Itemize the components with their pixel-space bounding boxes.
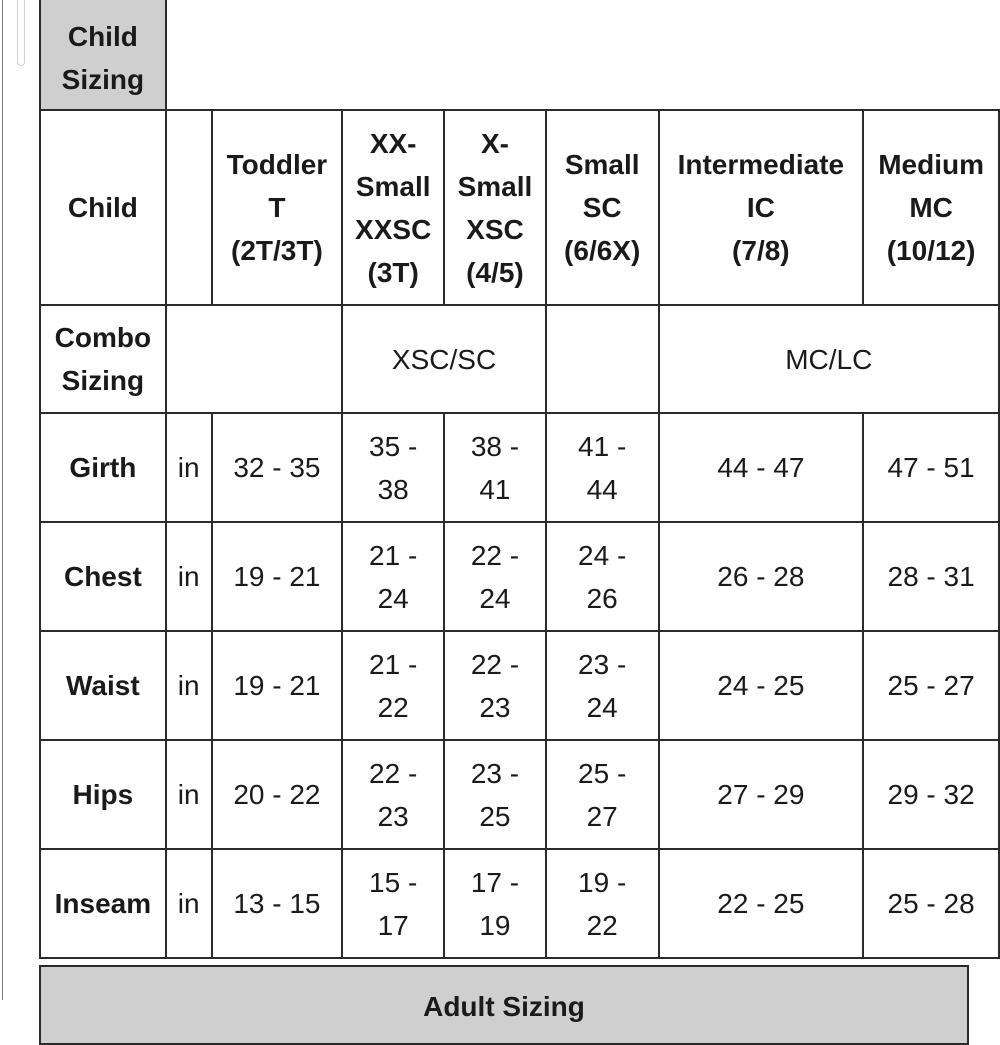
column-header-text: XX- Small XXSC (3T): [355, 127, 432, 288]
combo-group-text: XSC/SC: [391, 343, 497, 375]
cell-value: 44 - 47: [717, 452, 805, 483]
cell-value: 17 - 19: [470, 866, 520, 941]
column-header-text: Intermediate IC (7/8): [677, 149, 845, 266]
table-cell: [342, 631, 444, 740]
table-cell: [212, 413, 343, 522]
row-label: Hips: [72, 779, 134, 810]
column-header-xx-small: [342, 110, 444, 305]
table-cell: [659, 849, 864, 958]
cell-value: 20 - 22: [233, 779, 321, 810]
row-label-chest: [40, 522, 166, 631]
cell-value: 47 - 51: [887, 452, 975, 483]
cell-value: 26 - 28: [717, 561, 805, 592]
row-label-inseam: [40, 849, 166, 958]
adult-sizing-title: Adult Sizing: [423, 991, 585, 1022]
combo-group-mc-lc: [659, 305, 999, 413]
table-cell: [546, 740, 659, 849]
table-cell: [444, 631, 546, 740]
unit-text: in: [177, 670, 200, 701]
column-header-text: Medium MC (10/12): [878, 149, 984, 266]
table-row: [40, 849, 999, 958]
table-cell: [444, 413, 546, 522]
row-label-hips: [40, 740, 166, 849]
cell-value: 41 - 44: [578, 430, 627, 505]
table-cell: [444, 740, 546, 849]
row-label: Inseam: [54, 888, 152, 919]
table-cell: [212, 522, 343, 631]
unit-text: in: [177, 561, 200, 592]
row-label-waist: [40, 631, 166, 740]
cell-value: 25 - 28: [887, 888, 975, 919]
cell-value: 19 - 21: [233, 670, 321, 701]
column-header-text: Toddler T (2T/3T): [226, 149, 328, 266]
cell-value: 35 - 38: [369, 430, 418, 505]
cell-value: 38 - 41: [470, 430, 520, 505]
column-header-intermediate: [659, 110, 864, 305]
cell-value: 32 - 35: [233, 452, 321, 483]
cell-value: 23 - 24: [578, 648, 627, 723]
table-cell: [342, 849, 444, 958]
cell-value: 21 - 22: [369, 648, 418, 723]
cell-value: 19 - 22: [578, 866, 627, 941]
cell-value: 13 - 15: [233, 888, 321, 919]
cell-value: 29 - 32: [887, 779, 975, 810]
table-cell: [546, 849, 659, 958]
table-cell: [444, 522, 546, 631]
adult-sizing-header: [39, 965, 969, 1045]
cell-value: 23 - 25: [470, 757, 520, 832]
table-row: [40, 413, 999, 522]
table-cell: [659, 631, 864, 740]
cell-value: 25 - 27: [578, 757, 627, 832]
table-cell: [659, 413, 864, 522]
table-cell: [863, 522, 999, 631]
combo-empty-cell: [166, 305, 343, 413]
cell-value: 25 - 27: [887, 670, 975, 701]
row-unit: [166, 631, 212, 740]
table-cell: [659, 522, 864, 631]
cell-value: 28 - 31: [887, 561, 975, 592]
column-header-x-small: [444, 110, 546, 305]
header-label: Child: [67, 192, 138, 223]
table-cell: [863, 413, 999, 522]
table-cell: [546, 522, 659, 631]
row-unit: [166, 740, 212, 849]
row-unit: [166, 522, 212, 631]
combo-label: Combo Sizing: [54, 322, 152, 396]
header-row: [40, 110, 999, 305]
section-title-row: [40, 0, 999, 110]
column-header-small: [546, 110, 659, 305]
combo-group-text: MC/LC: [785, 343, 873, 375]
cell-value: 24 - 25: [717, 670, 805, 701]
table-cell: [342, 413, 444, 522]
cell-value: 21 - 24: [369, 539, 418, 614]
cell-value: 19 - 21: [233, 561, 321, 592]
section-title-cell: [40, 0, 166, 110]
table-cell: [863, 631, 999, 740]
combo-empty-small: [546, 305, 659, 413]
header-label-cell: [40, 110, 166, 305]
column-header-text: Small SC (6/6X): [564, 149, 641, 266]
combo-row: [40, 305, 999, 413]
row-unit: [166, 413, 212, 522]
table-cell: [444, 849, 546, 958]
unit-text: in: [177, 452, 200, 483]
cell-value: 22 - 23: [470, 648, 520, 723]
child-sizing-table: [39, 0, 1000, 959]
section-title: Child Sizing: [61, 21, 145, 95]
row-label: Chest: [63, 561, 142, 592]
cell-value: 24 - 26: [578, 539, 627, 614]
combo-label-cell: [40, 305, 166, 413]
row-label-girth: [40, 413, 166, 522]
table-cell: [863, 849, 999, 958]
section-title-filler: [166, 0, 999, 110]
cell-value: 27 - 29: [717, 779, 805, 810]
table-row: [40, 740, 999, 849]
cell-value: 22 - 24: [470, 539, 520, 614]
column-header-text: X- Small XSC (4/5): [457, 127, 533, 288]
unit-text: in: [177, 779, 200, 810]
column-header-toddler: [212, 110, 343, 305]
table-cell: [212, 740, 343, 849]
table-cell: [342, 740, 444, 849]
table-cell: [342, 522, 444, 631]
row-label: Girth: [69, 452, 137, 483]
cell-value: 22 - 25: [717, 888, 805, 919]
cell-value: 22 - 23: [369, 757, 418, 832]
table-cell: [546, 631, 659, 740]
table-row: [40, 522, 999, 631]
scrollbar-thumb[interactable]: [17, 0, 25, 66]
table-cell: [659, 740, 864, 849]
page-edge-rule: [2, 0, 3, 1000]
table-cell: [546, 413, 659, 522]
table-cell: [212, 631, 343, 740]
unit-text: in: [177, 888, 200, 919]
header-unit-cell: [166, 110, 212, 305]
row-label: Waist: [66, 670, 140, 701]
table-cell: [863, 740, 999, 849]
table-row: [40, 631, 999, 740]
row-unit: [166, 849, 212, 958]
cell-value: 15 - 17: [369, 866, 418, 941]
column-header-medium: [863, 110, 999, 305]
combo-group-xsc-sc: [342, 305, 546, 413]
table-cell: [212, 849, 343, 958]
